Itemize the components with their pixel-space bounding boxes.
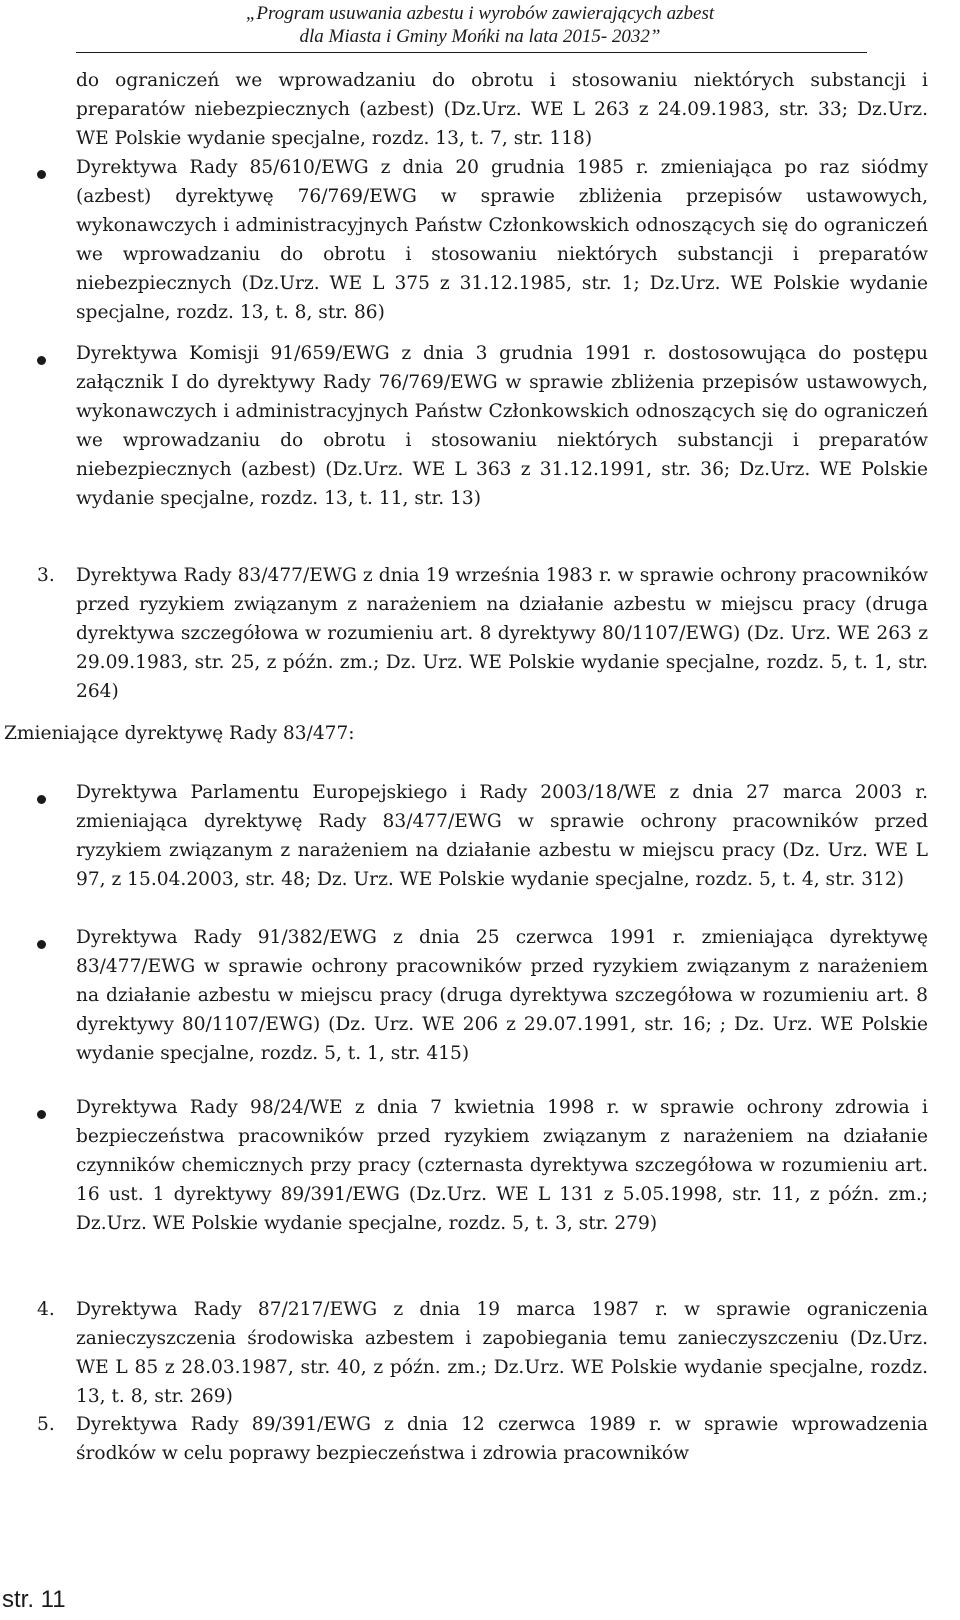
list-item: Dyrektywa Rady 87/217/EWG z dnia 19 marca 1987 r. w sprawie ograniczenia zanieczyszczenia środowiska azbestem i zapobiegania temu zanieczyszczeniu (Dz.Urz. WE L 85 z 28.03.1987, str. 40, z późn. zm.; Dz.Urz. WE Polskie wydanie specjalne, rozdz. 13, t. 8, str. 269): [76, 1299, 928, 1407]
bullet-icon: [37, 795, 46, 804]
list-item: Dyrektywa Rady 91/382/EWG z dnia 25 czerwca 1991 r. zmieniająca dyrektywę 83/477/EWG w sprawie ochrony pracowników przed ryzykiem związanym z narażeniem na działanie azbestu w miejscu pracy (druga dyrektywa szczegółowa w rozumieniu art. 8 dyrektywy 80/1107/EWG) (Dz. Urz. WE 206 z 29.07.1991, str. 16; ; Dz. Urz. WE Polskie wydanie specjalne, rozdz. 5, t. 1, str. 415): [76, 927, 928, 1064]
list-item: Dyrektywa Rady 89/391/EWG z dnia 12 czerwca 1989 r. w sprawie wprowadzenia środków w celu poprawy bezpieczeństwa i zdrowia pracowników: [76, 1414, 928, 1464]
bullet-icon: [37, 170, 46, 179]
bullet-icon: [37, 940, 46, 949]
header-line-1: „Program usuwania azbestu i wyrobów zawierających azbest: [245, 3, 715, 24]
item-number: 4.: [37, 1299, 55, 1320]
page-number: str. 11: [2, 1586, 66, 1613]
section-subheading: Zmieniające dyrektywę Rady 83/477:: [4, 723, 355, 744]
item-number: 5.: [37, 1414, 55, 1435]
page-header: [0, 2, 960, 48]
list-item: Dyrektywa Rady 85/610/EWG z dnia 20 grudnia 1985 r. zmieniająca po raz siódmy (azbest) dyrektywę 76/769/EWG w sprawie zbliżenia przepisów ustawowych, wykonawczych i administracyjnych Państw Członkowskich odnoszących się do ograniczeń we wprowadzaniu do obrotu i stosowaniu niektórych substancji i preparatów niebezpiecznych (Dz.Urz. WE L 375 z 31.12.1985, str. 1; Dz.Urz. WE Polskie wydanie specjalne, rozdz. 13, t. 8, str. 86): [76, 157, 928, 323]
header-line-2: dla Miasta i Gminy Mońki na lata 2015- 2032”: [299, 26, 661, 47]
bullet-icon: [37, 1110, 46, 1119]
list-item: Dyrektywa Rady 83/477/EWG z dnia 19 września 1983 r. w sprawie ochrony pracowników przed ryzykiem związanym z narażeniem na działanie azbestu w miejscu pracy (druga dyrektywa szczegółowa w rozumieniu art. 8 dyrektywy 80/1107/EWG) (Dz. Urz. WE 263 z 29.09.1983, str. 25, z późn. zm.; Dz. Urz. WE Polskie wydanie specjalne, rozdz. 5, t. 1, str. 264): [76, 565, 928, 702]
item-number: 3.: [37, 565, 55, 586]
list-item: Dyrektywa Parlamentu Europejskiego i Rady 2003/18/WE z dnia 27 marca 2003 r. zmieniająca dyrektywę Rady 83/477/EWG w sprawie ochrony pracowników przed ryzykiem związanym z narażeniem na działanie azbestu w miejscu pracy (Dz. Urz. WE L 97, z 15.04.2003, str. 48; Dz. Urz. WE Polskie wydanie specjalne, rozdz. 5, t. 4, str. 312): [76, 782, 928, 890]
list-item: Dyrektywa Komisji 91/659/EWG z dnia 3 grudnia 1991 r. dostosowująca do postępu załącznik I do dyrektywy Rady 76/769/EWG w sprawie zbliżenia przepisów ustawowych, wykonawczych i administracyjnych Państw Członkowskich odnoszących się do ograniczeń we wprowadzaniu do obrotu i stosowaniu niektórych substancji i preparatów niebezpiecznych (azbest) (Dz.Urz. WE L 363 z 31.12.1991, str. 36; Dz.Urz. WE Polskie wydanie specjalne, rozdz. 13, t. 11, str. 13): [76, 343, 928, 509]
header-rule: [76, 52, 867, 53]
continuation-paragraph: do ograniczeń we wprowadzaniu do obrotu i stosowaniu niektórych substancji i preparatów niebezpiecznych (azbest) (Dz.Urz. WE L 263 z 24.09.1983, str. 33; Dz.Urz. WE Polskie wydanie specjalne, rozdz. 13, t. 7, str. 118): [76, 70, 928, 149]
list-item: Dyrektywa Rady 98/24/WE z dnia 7 kwietnia 1998 r. w sprawie ochrony zdrowia i bezpieczeństwa pracowników przed ryzykiem związanym z narażeniem na działanie czynników chemicznych przy pracy (czternasta dyrektywa szczegółowa w rozumieniu art. 16 ust. 1 dyrektywy 89/391/EWG (Dz.Urz. WE L 131 z 5.05.1998, str. 11, z późn. zm.; Dz.Urz. WE Polskie wydanie specjalne, rozdz. 5, t. 3, str. 279): [76, 1097, 928, 1234]
bullet-icon: [37, 356, 46, 365]
